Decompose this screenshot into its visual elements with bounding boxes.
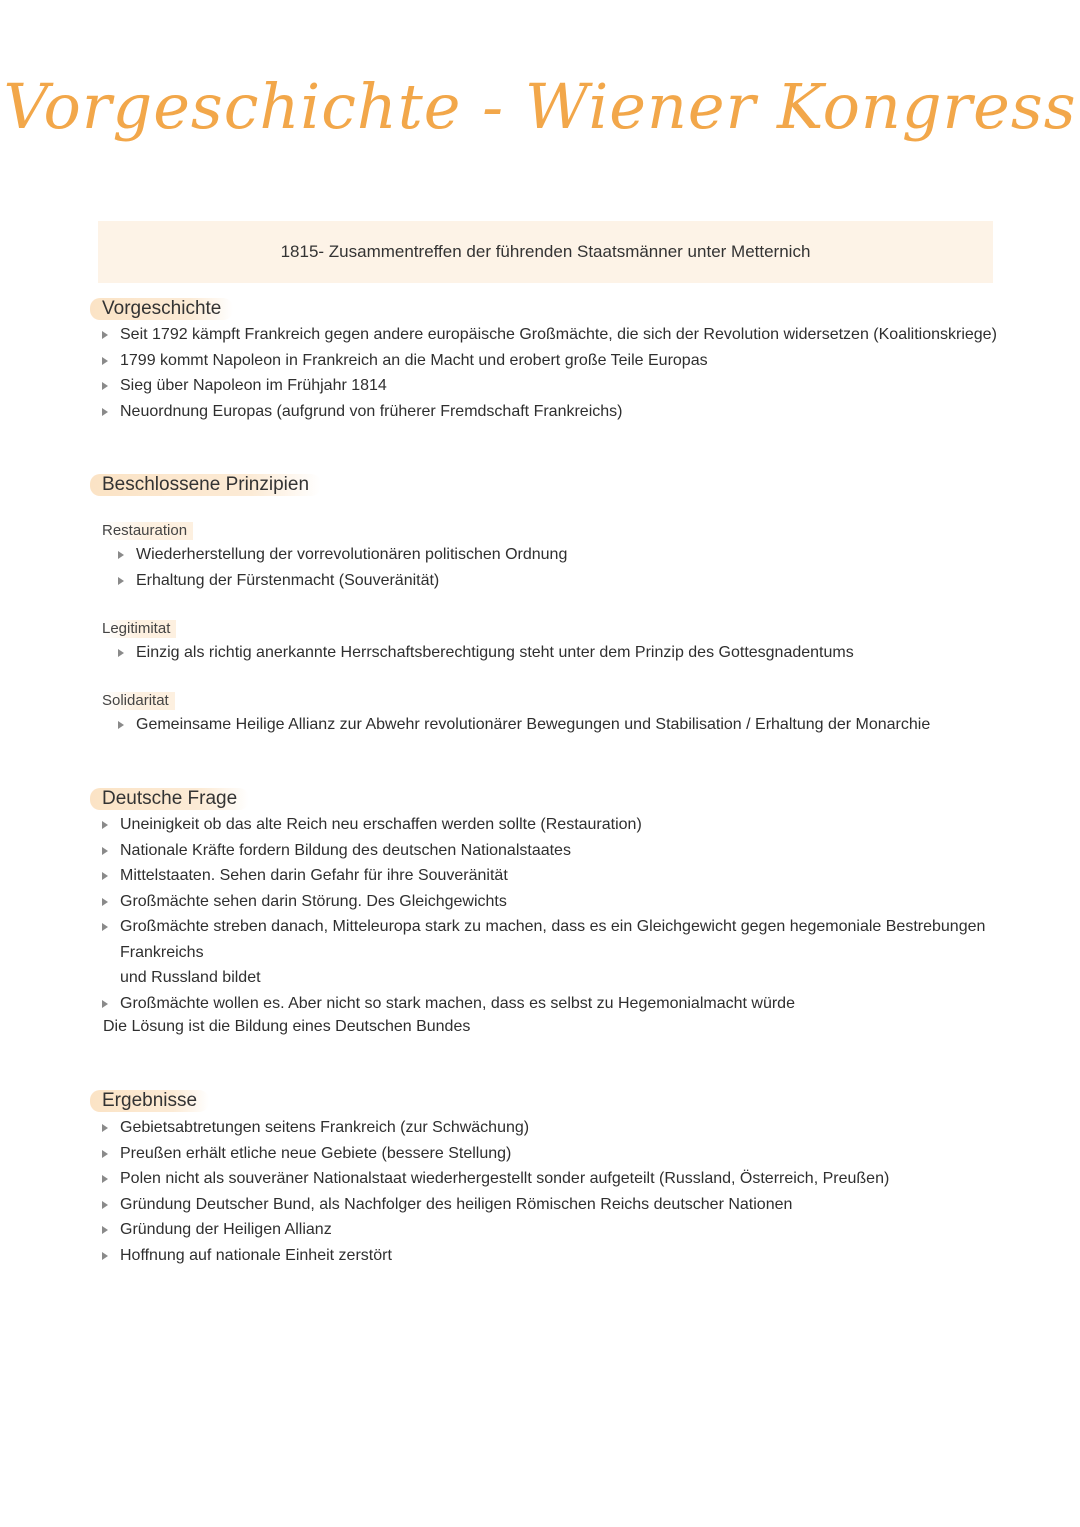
label-solidaritat: Solidaritat <box>102 692 175 710</box>
list-legitimitat <box>116 640 854 666</box>
list-item <box>100 914 1000 991</box>
list-item: 1799 kommt Napoleon in Frankreich an die Macht und erobert große Teile Europas <box>100 348 997 374</box>
list-ergebnisse <box>100 1115 889 1268</box>
list-vorgeschichte <box>100 322 997 424</box>
date-banner <box>98 221 993 283</box>
list-item: Gründung Deutscher Bund, als Nachfolger des heiligen Römischen Reichs deutscher Nationen <box>100 1192 889 1218</box>
list-item: Gemeinsame Heilige Allianz zur Abwehr revolutionärer Bewegungen und Stabilisation / Erhaltung der Monarchie <box>116 712 930 738</box>
heading-deutsche-frage: Deutsche Frage <box>90 788 249 810</box>
list-item: Sieg über Napoleon im Frühjahr 1814 <box>100 373 997 399</box>
list-item: Nationale Kräfte fordern Bildung des deutschen Nationalstaates <box>100 838 1000 864</box>
list-item: Gebietsabtretungen seitens Frankreich (zur Schwächung) <box>100 1115 889 1141</box>
list-item: Erhaltung der Fürstenmacht (Souveränität) <box>116 568 567 594</box>
list-item: Polen nicht als souveräner Nationalstaat wiederhergestellt sonder aufgeteilt (Russland, Österreich, Preußen) <box>100 1166 889 1192</box>
list-item: Seit 1792 kämpft Frankreich gegen andere europäische Großmächte, die sich der Revolution widersetzen (Koalitionskriege) <box>100 322 997 348</box>
banner-text: 1815- Zusammentreffen der führenden Staatsmänner unter Metternich <box>280 242 811 261</box>
list-item: Großmächte sehen darin Störung. Des Gleichgewichts <box>100 889 1000 915</box>
list-item: Großmächte wollen es. Aber nicht so stark machen, dass es selbst zu Hegemonialmacht würde <box>100 991 1000 1017</box>
list-item: Wiederherstellung der vorrevolutionären politischen Ordnung <box>116 542 567 568</box>
heading-ergebnisse: Ergebnisse <box>90 1090 209 1112</box>
list-item: Uneinigkeit ob das alte Reich neu erschaffen werden sollte (Restauration) <box>100 812 1000 838</box>
list-solidaritat <box>116 712 930 738</box>
list-item-continuation: und Russland bildet <box>120 969 261 986</box>
loesung-text: Die Lösung ist die Bildung eines Deutschen Bundes <box>103 1018 471 1035</box>
label-restauration: Restauration <box>102 522 193 540</box>
list-item: Mittelstaaten. Sehen darin Gefahr für ihre Souveränität <box>100 863 1000 889</box>
list-item: Neuordnung Europas (aufgrund von früherer Fremdschaft Frankreichs) <box>100 399 997 425</box>
heading-prinzipien: Beschlossene Prinzipien <box>90 474 321 496</box>
list-item: Gründung der Heiligen Allianz <box>100 1217 889 1243</box>
list-item: Hoffnung auf nationale Einheit zerstört <box>100 1243 889 1269</box>
list-restauration <box>116 542 567 593</box>
list-deutsche-frage <box>100 812 1000 1016</box>
list-item: Preußen erhält etliche neue Gebiete (bessere Stellung) <box>100 1141 889 1167</box>
list-item-text: Großmächte streben danach, Mitteleuropa stark zu machen, dass es ein Gleichgewicht gegen hegemoniale Bestrebungen Frankreichs <box>120 918 986 961</box>
list-item: Einzig als richtig anerkannte Herrschaftsberechtigung steht unter dem Prinzip des Gottesgnadentums <box>116 640 854 666</box>
page-title: Vorgeschichte - Wiener Kongress <box>3 70 1077 143</box>
heading-vorgeschichte: Vorgeschichte <box>90 298 233 320</box>
label-legitimitat: Legitimitat <box>102 620 176 638</box>
